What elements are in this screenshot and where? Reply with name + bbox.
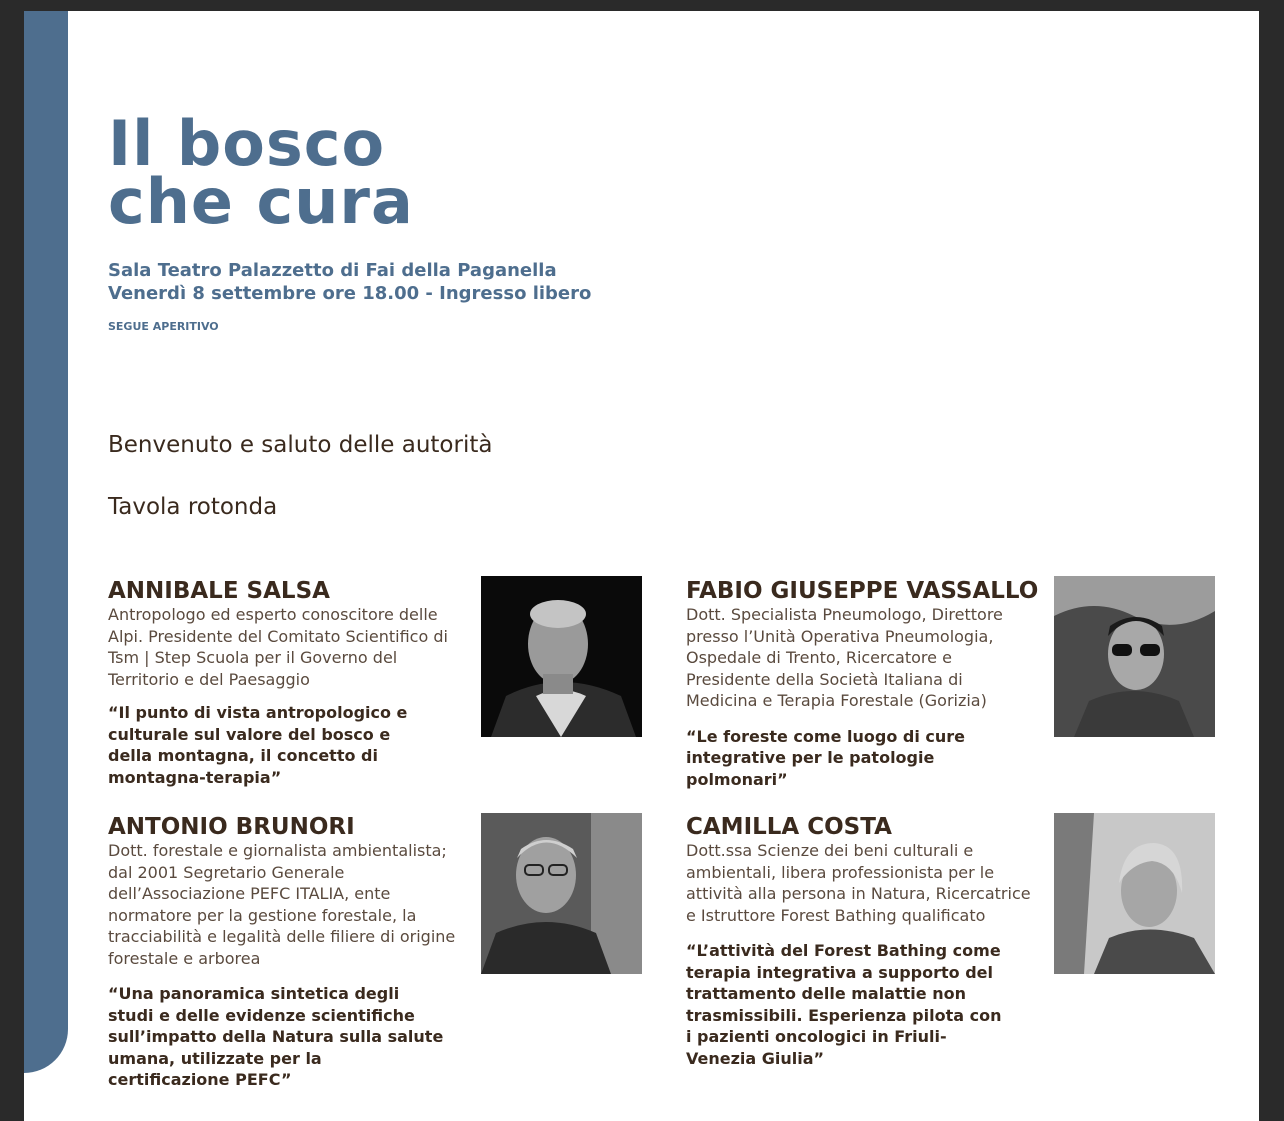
speaker-camilla-costa xyxy=(686,814,1046,1069)
speaker-quote: “Il punto di vista antropologico e culturale sul valore del bosco e della montagna, il concetto di montagna-terapia” xyxy=(108,703,408,787)
event-title xyxy=(108,107,414,238)
speaker-fabio-giuseppe-vassallo xyxy=(686,578,1046,790)
speaker-photo-camilla-costa xyxy=(1054,813,1215,974)
speaker-name: CAMILLA COSTA xyxy=(686,814,892,840)
venue-line-2: Venerdì 8 settembre ore 18.00 - Ingresso libero xyxy=(108,283,592,304)
event-note: SEGUE APERITIVO xyxy=(108,320,219,333)
event-venue xyxy=(108,259,591,305)
speaker-photo-fabio-giuseppe-vassallo xyxy=(1054,576,1215,737)
speaker-name: FABIO GIUSEPPE VASSALLO xyxy=(686,578,1039,604)
speaker-bio: Dott. Specialista Pneumologo, Direttore presso l’Unità Operativa Pneumologia, Ospedale di Trento, Ricercatore e Presidente della Società Italiana di Medicina e Terapia Forestale (Gorizia) xyxy=(686,605,1003,710)
flyer-page xyxy=(24,11,1259,1121)
speaker-bio: Dott.ssa Scienze dei beni culturali e ambientali, libera professionista per le attività alla persona in Natura, Ricercatrice e Istruttore Forest Bathing qualificato xyxy=(686,841,1031,925)
program-item-welcome: Benvenuto e saluto delle autorità xyxy=(108,432,493,458)
venue-line-1: Sala Teatro Palazzetto di Fai della Paganella xyxy=(108,260,557,281)
program-item-round-table: Tavola rotonda xyxy=(108,494,278,520)
title-line-1: Il bosco xyxy=(108,107,386,180)
speaker-photo-annibale-salsa xyxy=(481,576,642,737)
speaker-name: ANNIBALE SALSA xyxy=(108,578,330,604)
speaker-quote: “L’attività del Forest Bathing come terapia integrativa a supporto del trattamento delle malattie non trasmissibili. Esperienza pilota con i pazienti oncologici in Friuli-Venezia Giulia” xyxy=(686,941,1002,1068)
speaker-quote: “Una panoramica sintetica degli studi e delle evidenze scientifiche sull’impatto della Natura sulla salute umana, utilizzate per la certificazione PEFC” xyxy=(108,984,444,1089)
speaker-bio: Antropologo ed esperto conoscitore delle Alpi. Presidente del Comitato Scientifico di Tsm | Step Scuola per il Governo del Territorio e del Paesaggio xyxy=(108,605,448,689)
title-line-2: che cura xyxy=(108,165,414,238)
speaker-annibale-salsa xyxy=(108,578,468,788)
speaker-quote: “Le foreste come luogo di cure integrative per le patologie polmonari” xyxy=(686,726,965,789)
speaker-name: ANTONIO BRUNORI xyxy=(108,814,355,840)
decorative-side-bar xyxy=(24,11,68,1073)
speaker-antonio-brunori xyxy=(108,814,468,1091)
speaker-bio: Dott. forestale e giornalista ambientalista; dal 2001 Segretario Generale dell’Associazione PEFC ITALIA, ente normatore per la gestione forestale, la tracciabilità e legalità delle filiere di origine forestale e arborea xyxy=(108,841,456,968)
speaker-photo-antonio-brunori xyxy=(481,813,642,974)
